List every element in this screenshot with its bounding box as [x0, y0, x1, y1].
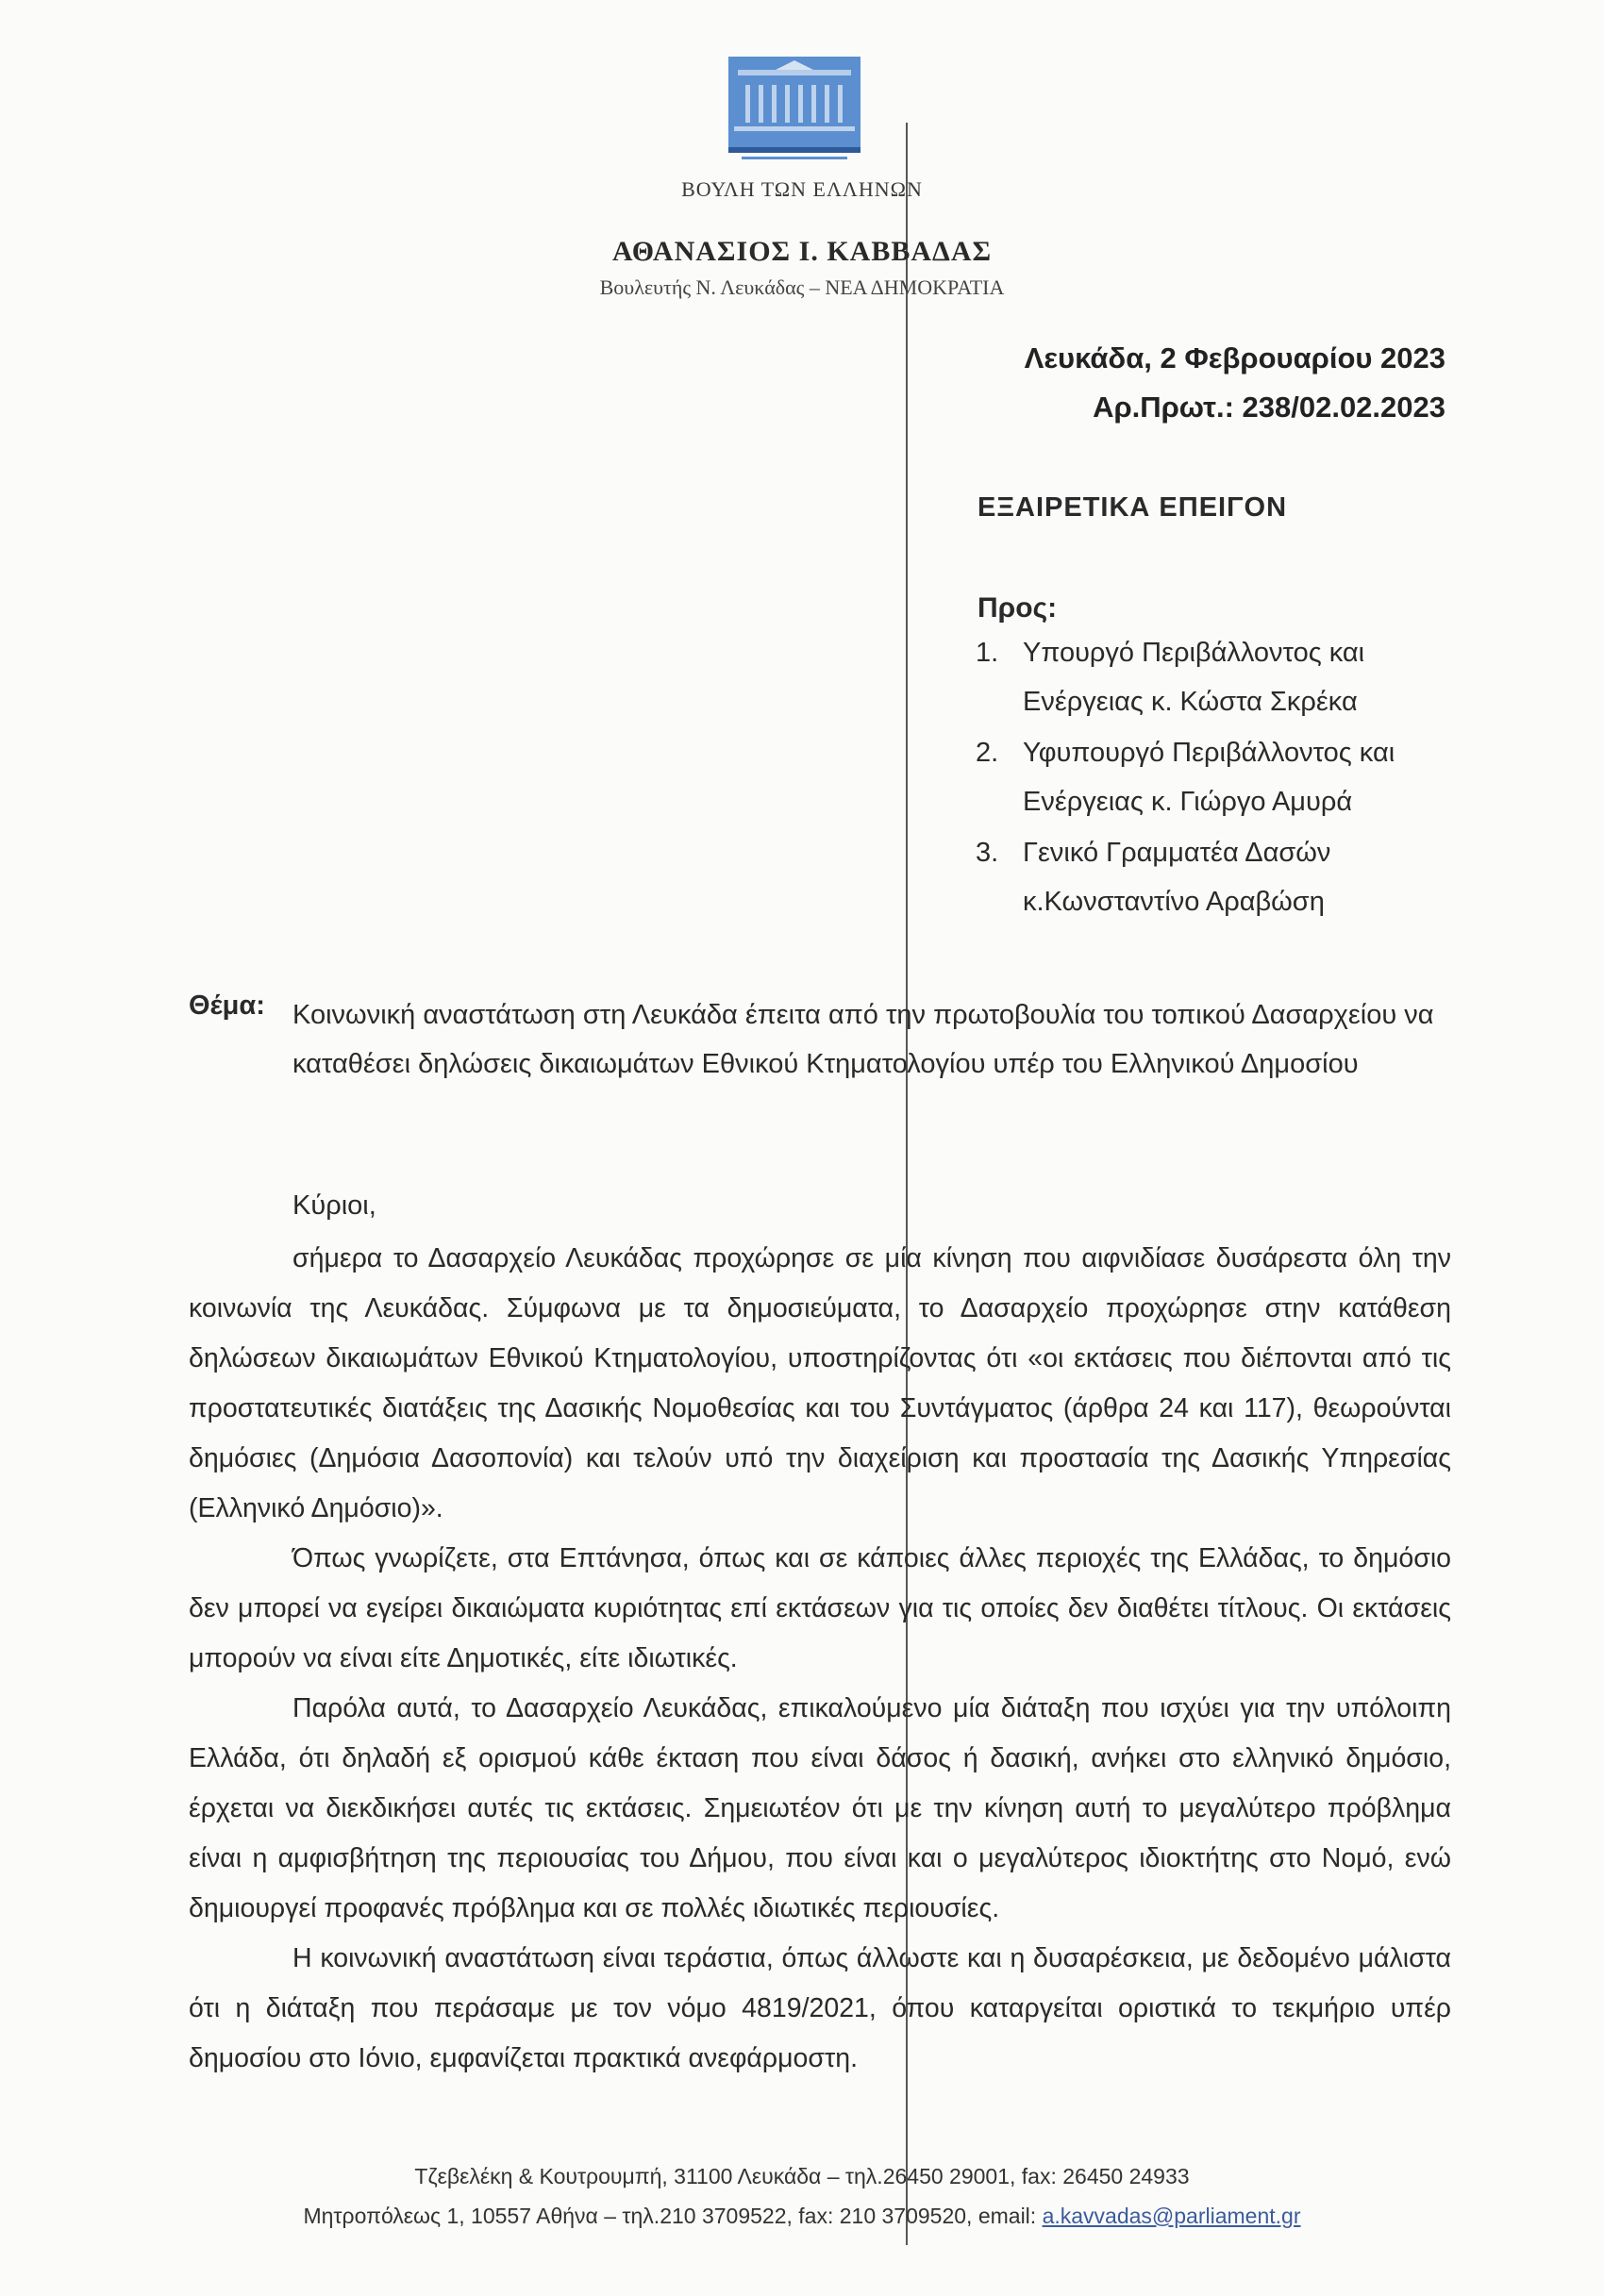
- mp-name: ΑΘΑΝΑΣΙΟΣ Ι. ΚΑΒΒΑΔΑΣ: [611, 236, 993, 267]
- recipients-label: Προς:: [977, 592, 1058, 624]
- salutation: Κύριοι,: [292, 1190, 376, 1221]
- recipient-line: Υφυπουργό Περιβάλλοντος και: [1023, 738, 1395, 768]
- recipient-number: 1.: [976, 638, 999, 668]
- body-paragraph: Όπως γνωρίζετε, στα Επτάνησα, όπως και σε κάποιες άλλες περιοχές της Ελλάδας, το δημόσιο δεν μπορεί να εγείρει δικαιώματα κυριότητας επί εκτάσεων για τις οποίες δεν διαθέτει τίτλους. Οι εκτάσεις μπορούν να είναι είτε Δημοτικές, είτε ιδιωτικές.: [189, 1543, 1451, 1673]
- letter-body: [189, 1234, 1451, 2084]
- mp-role: Βουλευτής Ν. Λευκάδας – ΝΕΑ ΔΗΜΟΚΡΑΤΙΑ: [599, 275, 1005, 299]
- urgency-label: ΕΞΑΙΡΕΤΙΚΑ ΕΠΕΙΓΟΝ: [977, 492, 1288, 523]
- email-link[interactable]: a.kavvadas@parliament.gr: [1042, 2204, 1301, 2228]
- parliament-name: ΒΟΥΛΗ ΤΩΝ ΕΛΛΗΝΩΝ: [681, 177, 923, 201]
- subject-text: Κοινωνική αναστάτωση στη Λευκάδα έπειτα από την πρωτοβουλία του τοπικού Δασαρχείου να καταθέσει δηλώσεις δικαιωμάτων Εθνικού Κτηματολογίου υπέρ του Ελληνικού Δημοσίου: [292, 1000, 1434, 1079]
- parliament-logo-icon: [728, 57, 860, 168]
- body-paragraph: σήμερα το Δασαρχείο Λευκάδας προχώρησε σε μία κίνηση που αιφνιδίασε δυσάρεστα όλη την κοινωνία της Λευκάδας. Σύμφωνα με τα δημοσιεύματα, το Δασαρχείο προχώρησε στην κατάθεση δηλώσεων δικαιωμάτων Εθνικού Κτηματολογίου, υποστηρίζοντας ότι «οι εκτάσεις που διέπονται από τις προστατευτικές διατάξεις της Δασικής Νομοθεσίας και του Συντάγματος (άρθρα 24 και 117), θεωρούνται δημόσιες (Δημόσια Δασοπονία) και τελούν υπό την διαχείριση και προστασία της Δασικής Υπηρεσίας (Ελληνικό Δημόσιο)».: [189, 1243, 1451, 1523]
- subject-label: Θέμα:: [189, 990, 265, 1021]
- recipient-number: 3.: [976, 838, 999, 868]
- body-paragraph: Η κοινωνική αναστάτωση είναι τεράστια, όπως άλλωστε και η δυσαρέσκεια, με δεδομένο μάλιστα ότι η διάταξη που περάσαμε με τον νόμο 4819/2021, όπου καταργείται οριστικά το τεκμήριο υπέρ δημοσίου στο Ιόνιο, εμφανίζεται πρακτικά ανεφάρμοστη.: [189, 1943, 1451, 2073]
- recipient-line: κ.Κωνσταντίνο Αραβώση: [1023, 887, 1325, 917]
- recipient-line: Ενέργειας κ. Γιώργο Αμυρά: [1023, 787, 1353, 817]
- recipient-line: Ενέργειας κ. Κώστα Σκρέκα: [1023, 687, 1358, 717]
- footer-address-text: Μητροπόλεως 1, 10557 Αθήνα – τηλ.210 3709522, fax: 210 3709520, email:: [303, 2204, 1043, 2228]
- recipient-number: 2.: [976, 738, 999, 768]
- protocol-number: Αρ.Πρωτ.: 238/02.02.2023: [1093, 391, 1445, 424]
- letter-date: Λευκάδα, 2 Φεβρουαρίου 2023: [1024, 341, 1445, 374]
- footer-address-athens: [0, 2204, 1604, 2229]
- recipient-line: Γενικό Γραμματέα Δασών: [1023, 838, 1331, 868]
- body-paragraph: Παρόλα αυτά, το Δασαρχείο Λευκάδας, επικαλούμενο μία διάταξη που ισχύει για την υπόλοιπη Ελλάδα, ότι δηλαδή εξ ορισμού κάθε έκταση που είναι δάσος ή δασική, ανήκει στο ελληνικό δημόσιο, έρχεται να διεκδικήσει αυτές τις εκτάσεις. Σημειωτέον ότι με την κίνηση αυτή το μεγαλύτερο πρόβλημα είναι η αμφισβήτηση της περιουσίας του Δήμου, που είναι και ο μεγαλύτερος ιδιοκτήτης στο Νομό, ενώ δημιουργεί προφανές πρόβλημα και σε πολλές ιδιωτικές περιουσίες.: [189, 1693, 1451, 1923]
- recipient-line: Υπουργό Περιβάλλοντος και: [1023, 638, 1365, 668]
- footer-address-lefkada: Τζεβελέκη & Κουτρουμπή, 31100 Λευκάδα – τηλ.26450 29001, fax: 26450 24933: [414, 2164, 1190, 2188]
